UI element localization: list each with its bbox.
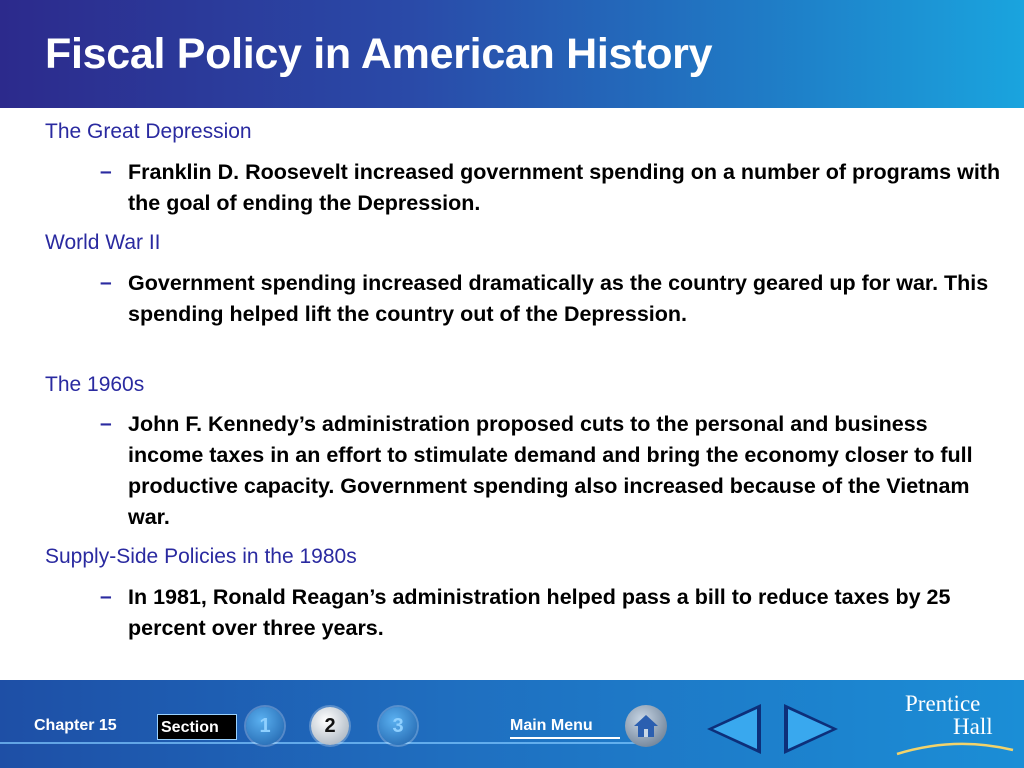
arrow-right-icon[interactable] xyxy=(778,700,842,758)
section-1-button[interactable]: 1 xyxy=(246,707,284,745)
section-3-button[interactable]: 3 xyxy=(379,707,417,745)
brand-line-1: Prentice xyxy=(905,691,981,716)
main-menu-link[interactable]: Main Menu xyxy=(510,717,593,734)
section-label: Section xyxy=(157,714,237,740)
chapter-label: Chapter 15 xyxy=(34,717,117,734)
topic-text-great-depression: Franklin D. Roosevelt increased government spending on a number of programs with the goal of ending the Depression. xyxy=(128,160,1001,215)
topic-heading-1960s: The 1960s xyxy=(45,373,145,396)
main-menu-underline xyxy=(510,737,620,739)
slide-title: Fiscal Policy in American History xyxy=(45,30,713,78)
topic-heading-world-war-ii: World War II xyxy=(45,231,161,254)
topic-heading-great-depression: The Great Depression xyxy=(45,120,252,143)
section-2-button[interactable]: 2 xyxy=(311,707,349,745)
home-button[interactable] xyxy=(625,705,667,747)
prentice-hall-logo xyxy=(905,692,1015,738)
home-icon xyxy=(633,713,659,739)
logo-swoosh-icon xyxy=(895,738,1015,758)
bullet-dash: – xyxy=(100,271,112,294)
bullet-dash: – xyxy=(100,585,112,608)
bullet-dash: – xyxy=(100,412,112,435)
topic-text-world-war-ii: Government spending increased dramatically as the country geared up for war. This spending helped lift the country out of the Depression. xyxy=(128,271,989,326)
brand-line-2: Hall xyxy=(953,714,993,739)
topic-text-1960s: John F. Kennedy’s administration proposed cuts to the personal and business income taxes in an effort to stimulate demand and bring the economy closer to full productive capacity. Government spending also increased because of the Vietnam war. xyxy=(128,412,973,529)
topic-heading-supply-side: Supply-Side Policies in the 1980s xyxy=(45,545,357,568)
arrow-left-icon[interactable] xyxy=(703,700,767,758)
bullet-dash: – xyxy=(100,160,112,183)
topic-text-supply-side: In 1981, Ronald Reagan’s administration helped pass a bill to reduce taxes by 25 percent over three years. xyxy=(128,585,951,640)
